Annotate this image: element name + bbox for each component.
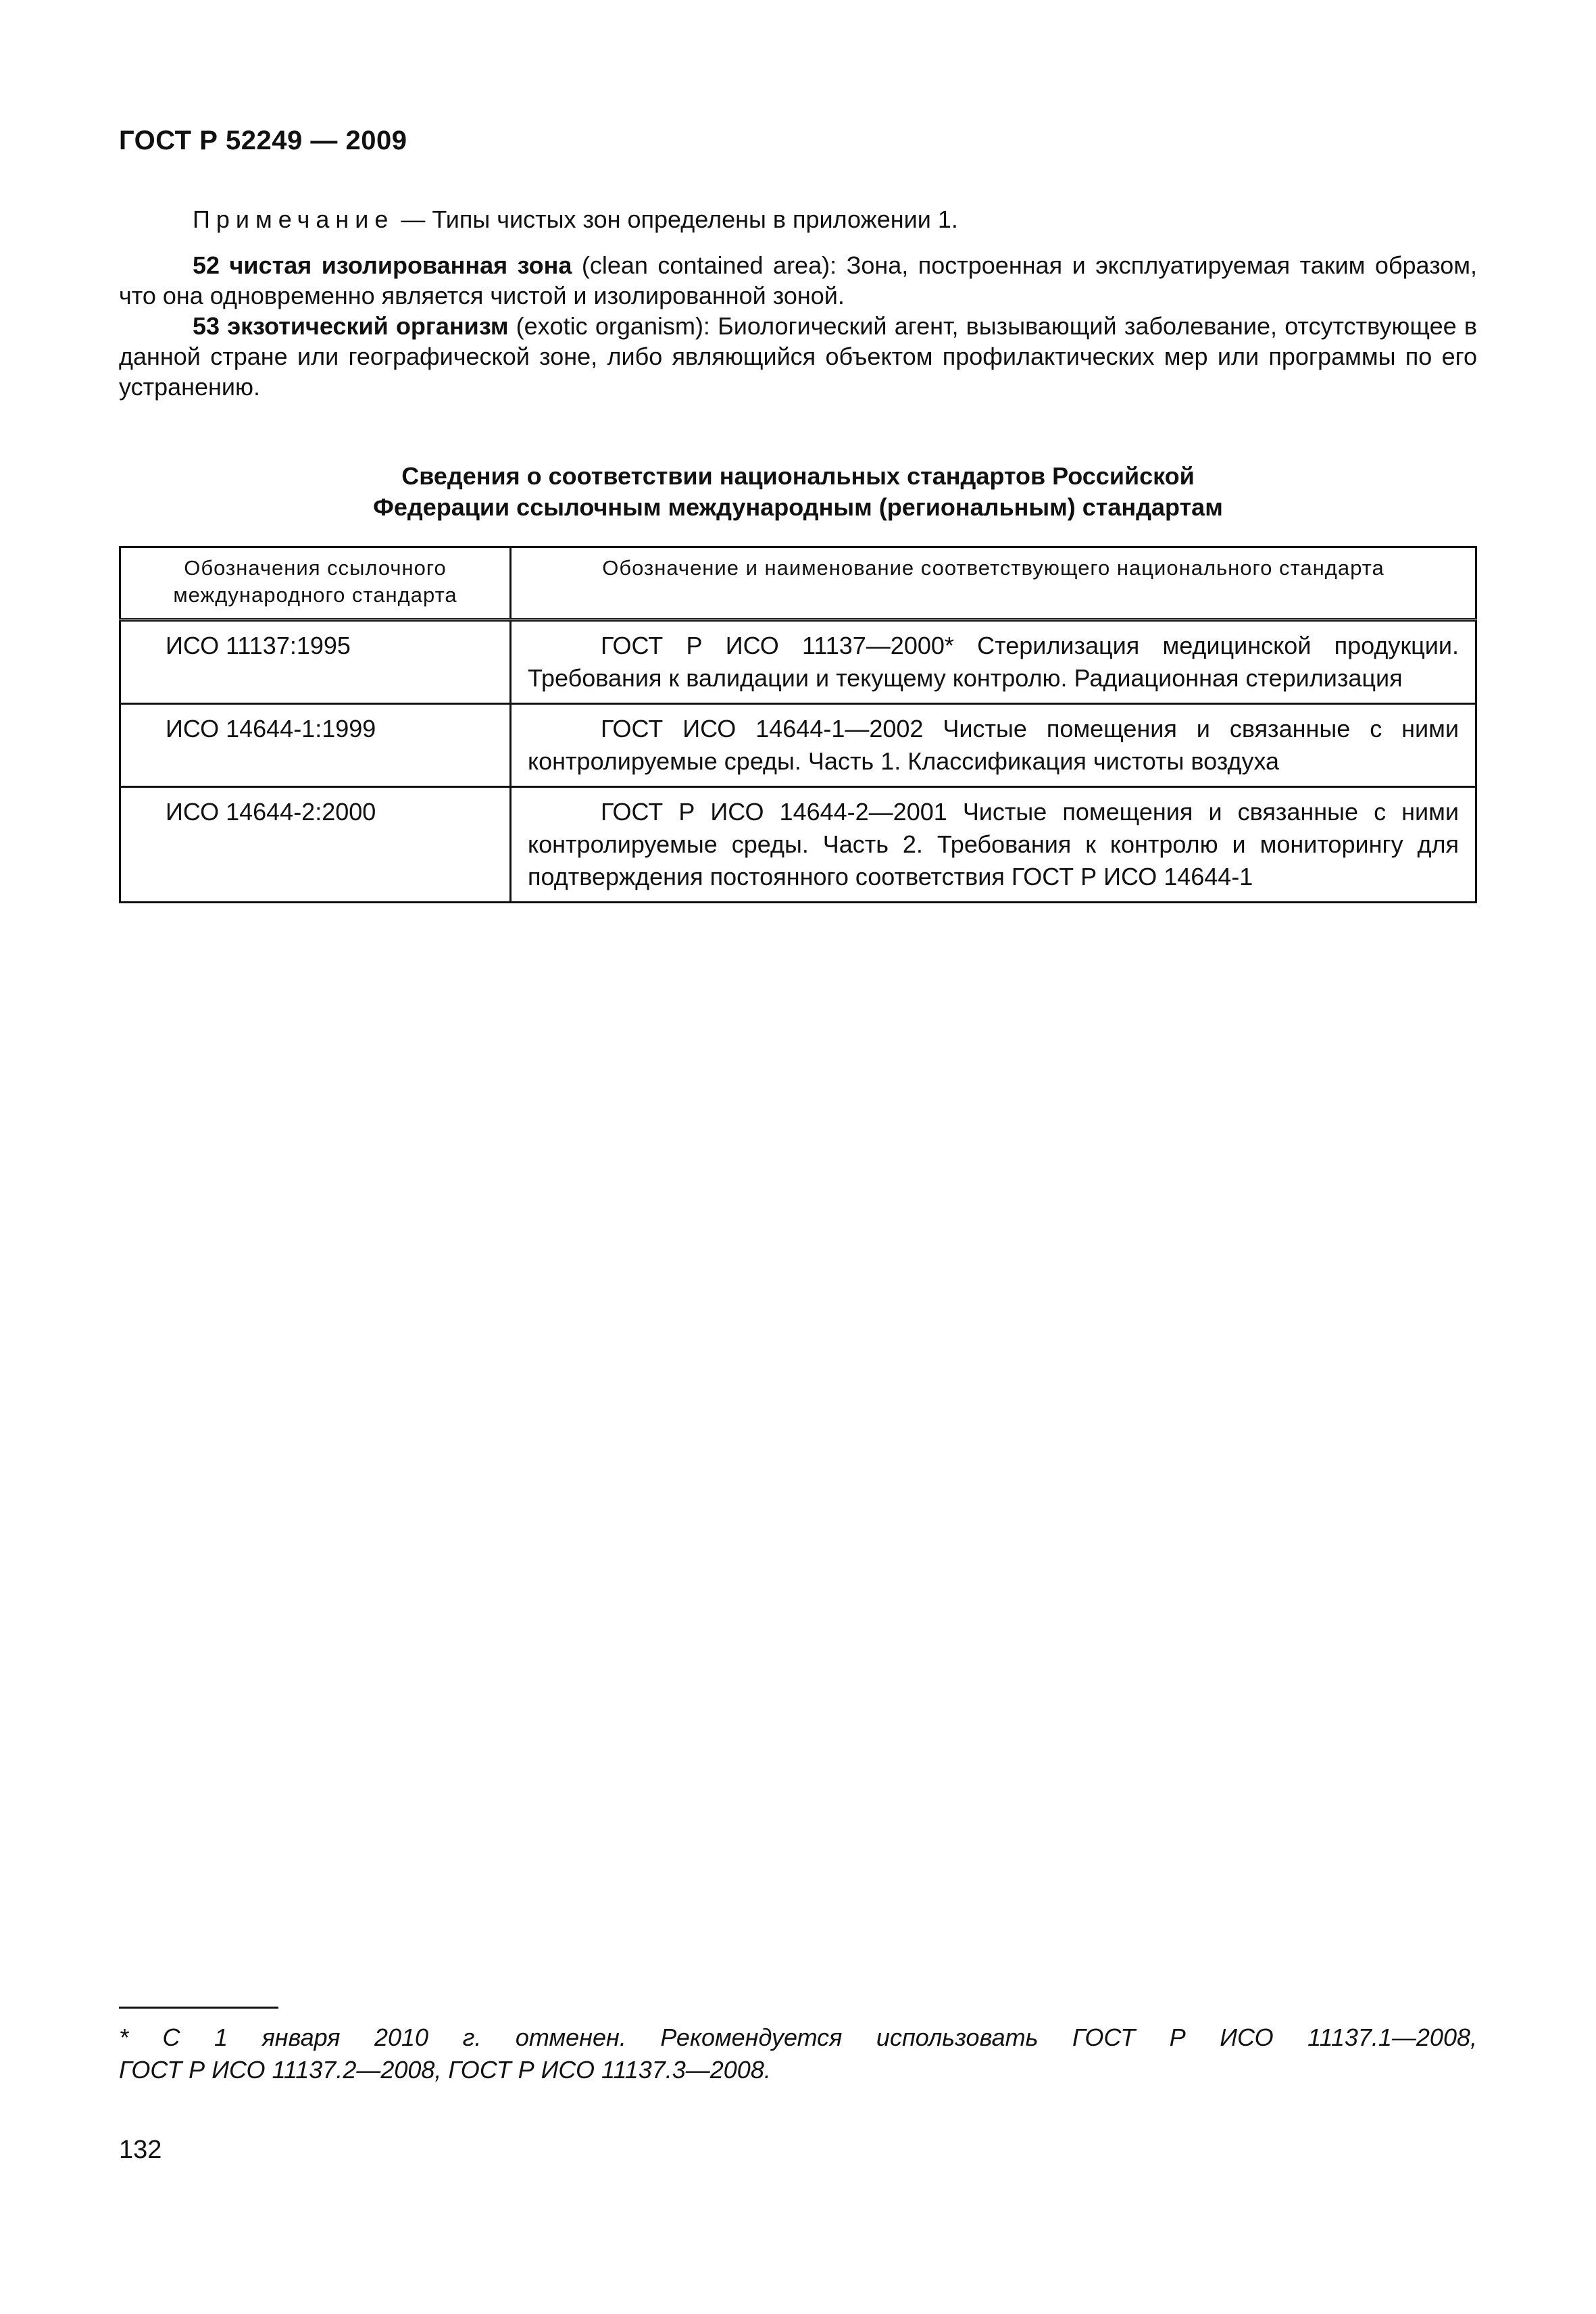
term-53-title: 53 экзотический организм	[193, 312, 509, 340]
note-paragraph	[193, 204, 1476, 234]
table-header-row	[120, 547, 1476, 620]
cell-national: ГОСТ Р ИСО 11137—2000* Стерилизация медицинской продукции. Требования к валидации и текущему контролю. Радиационная стерилизация	[511, 620, 1476, 704]
correspondence-table	[119, 546, 1477, 903]
footnote-line-1: * С 1 января 2010 г. отменен. Рекомендуется использовать ГОСТ Р ИСО 11137.1—2008,	[119, 2023, 1477, 2051]
term-53	[119, 311, 1477, 402]
header-international-standard: Обозначения ссылочного международного стандарта	[120, 547, 511, 620]
term-52-definition: (clean contained area): Зона, построенная и эксплуатируемая таким образом, что она одновременно является чистой и изолированной зоной.	[119, 251, 1477, 309]
note-text: — Типы чистых зон определены в приложении 1.	[394, 205, 958, 233]
footnote-separator	[119, 2007, 278, 2009]
table-title	[119, 461, 1477, 523]
note-label: Примечание	[193, 205, 395, 233]
table-row	[120, 704, 1476, 787]
term-52-title: 52 чистая изолированная зона	[193, 251, 572, 279]
table-row	[120, 787, 1476, 903]
page-number: 132	[119, 2136, 162, 2164]
footnote	[119, 2021, 1477, 2086]
table-title-line-1: Сведения о соответствии национальных стандартов Российской	[401, 462, 1195, 490]
cell-national: ГОСТ ИСО 14644-1—2002 Чистые помещения и связанные с ними контролируемые среды. Часть 1. Классификация чистоты воздуха	[511, 704, 1476, 787]
table-title-line-2: Федерации ссылочным международным (региональным) стандартам	[373, 493, 1223, 521]
term-53-definition: (exotic organism): Биологический агент, вызывающий заболевание, отсутствующее в данной стране или географической зоне, либо являющийся объектом профилактических мер или программы по его устранению.	[119, 312, 1478, 401]
cell-international: ИСО 14644-2:2000	[120, 787, 511, 903]
footnote-line-2: ГОСТ Р ИСО 11137.2—2008, ГОСТ Р ИСО 11137.3—2008.	[119, 2056, 771, 2084]
table-row	[120, 620, 1476, 704]
document-code: ГОСТ Р 52249 — 2009	[119, 126, 407, 155]
header-national-standard: Обозначение и наименование соответствующего национального стандарта	[511, 547, 1476, 620]
cell-international: ИСО 14644-1:1999	[120, 704, 511, 787]
cell-international: ИСО 11137:1995	[120, 620, 511, 704]
term-52	[119, 250, 1477, 311]
cell-national: ГОСТ Р ИСО 14644-2—2001 Чистые помещения и связанные с ними контролируемые среды. Часть 2. Требования к контролю и мониторингу для подтверждения постоянного соответствия ГОСТ Р ИСО 14644-1	[511, 787, 1476, 903]
